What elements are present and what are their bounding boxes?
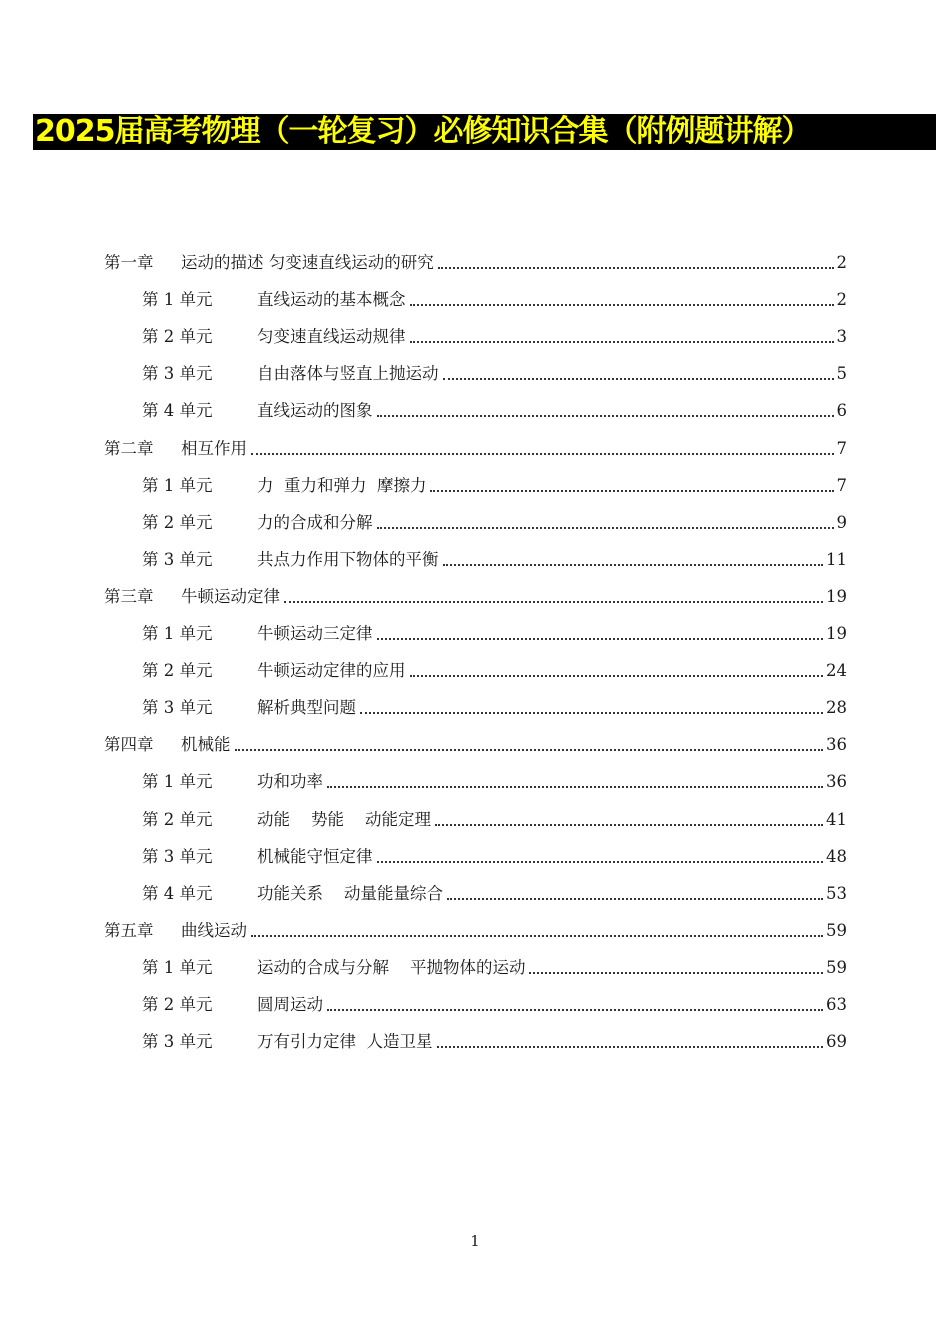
- toc-entry-page: 19: [826, 624, 847, 643]
- toc-unit-entry[interactable]: [142, 471, 847, 497]
- toc-entry-number: 第 3 单元: [142, 698, 213, 718]
- toc-entry-page: 2: [836, 253, 847, 272]
- toc-entry-page: 28: [826, 698, 847, 718]
- toc-dot-leader: [360, 712, 823, 714]
- toc-dot-leader: [377, 527, 834, 529]
- toc-unit-entry[interactable]: [142, 545, 847, 571]
- toc-chapter-entry[interactable]: [104, 582, 847, 608]
- toc-entry-title: 动能 势能 动能定理: [257, 809, 431, 829]
- toc-dot-leader: [251, 935, 823, 937]
- toc-entry-title: 运动的合成与分解 平抛物体的运动: [257, 957, 526, 977]
- toc-entry-page: 69: [826, 1032, 847, 1052]
- document-title: 2025届高考物理（一轮复习）必修知识合集（附例题讲解）: [35, 114, 811, 149]
- toc-entry-page: 7: [836, 475, 847, 495]
- toc-entry-page: 59: [826, 920, 847, 940]
- toc-chapter-entry[interactable]: [104, 730, 847, 756]
- toc-entry-title: 直线运动的图象: [257, 401, 373, 421]
- toc-unit-entry[interactable]: [142, 953, 847, 979]
- toc-entry-number: 第 1 单元: [142, 957, 213, 977]
- document-title-banner: [33, 114, 936, 150]
- toc-entry-page: 24: [826, 661, 847, 681]
- toc-entry-number: 第 1 单元: [142, 624, 213, 643]
- page-number: 1: [470, 1232, 480, 1250]
- toc-entry-title: 万有引力定律 人造卫星: [257, 1032, 433, 1052]
- toc-chapter-entry[interactable]: [104, 248, 847, 274]
- toc-entry-page: 36: [826, 772, 847, 792]
- toc-dot-leader: [447, 898, 823, 900]
- toc-unit-entry[interactable]: [142, 1027, 847, 1053]
- toc-entry-page: 53: [826, 883, 847, 903]
- toc-chapter-entry[interactable]: [104, 916, 847, 942]
- toc-entry-title: 共点力作用下物体的平衡: [257, 549, 439, 569]
- toc-dot-leader: [443, 564, 824, 566]
- toc-entry-page: 36: [826, 735, 847, 755]
- toc-entry-title: 曲线运动: [181, 920, 247, 940]
- toc-entry-title: 机械能: [181, 735, 231, 755]
- toc-entry-title: 圆周运动: [257, 995, 323, 1014]
- toc-unit-entry[interactable]: [142, 767, 847, 793]
- toc-entry-number: 第 4 单元: [142, 883, 213, 903]
- toc-dot-leader: [430, 490, 833, 492]
- toc-unit-entry[interactable]: [142, 508, 847, 534]
- toc-entry-title: 解析典型问题: [257, 698, 356, 718]
- toc-unit-entry[interactable]: [142, 842, 847, 868]
- toc-dot-leader: [327, 1009, 823, 1011]
- toc-entry-page: 3: [836, 327, 847, 347]
- toc-entry-page: 6: [836, 401, 847, 421]
- toc-entry-number: 第五章: [104, 920, 154, 940]
- toc-entry-title: 力 重力和弹力 摩擦力: [257, 475, 427, 495]
- toc-entry-number: 第三章: [104, 586, 154, 606]
- toc-dot-leader: [377, 638, 824, 640]
- toc-dot-leader: [284, 601, 823, 603]
- toc-dot-leader: [529, 972, 823, 974]
- toc-entry-number: 第 2 单元: [142, 995, 213, 1014]
- toc-entry-number: 第 1 单元: [142, 475, 213, 495]
- toc-dot-leader: [410, 304, 834, 306]
- toc-dot-leader: [443, 378, 834, 380]
- toc-entry-number: 第 3 单元: [142, 549, 213, 569]
- toc-entry-number: 第 1 单元: [142, 772, 213, 792]
- toc-entry-number: 第 2 单元: [142, 809, 213, 829]
- toc-unit-entry[interactable]: [142, 879, 847, 905]
- toc-entry-title: 力的合成和分解: [257, 512, 373, 532]
- toc-entry-number: 第 4 单元: [142, 401, 213, 421]
- toc-unit-entry[interactable]: [142, 990, 847, 1016]
- toc-unit-entry[interactable]: [142, 396, 847, 422]
- toc-dot-leader: [435, 824, 823, 826]
- toc-unit-entry[interactable]: [142, 693, 847, 719]
- toc-entry-number: 第 2 单元: [142, 512, 213, 532]
- toc-unit-entry[interactable]: [142, 656, 847, 682]
- toc-entry-page: 19: [826, 586, 847, 606]
- toc-entry-title: 牛顿运动三定律: [257, 624, 373, 643]
- toc-entry-page: 5: [836, 364, 847, 384]
- toc-entry-page: 11: [826, 549, 847, 569]
- toc-entry-title: 牛顿运动定律: [181, 586, 280, 606]
- toc-unit-entry[interactable]: [142, 805, 847, 831]
- toc-dot-leader: [327, 786, 823, 788]
- toc-dot-leader: [377, 415, 834, 417]
- toc-entry-page: 59: [826, 957, 847, 977]
- toc-entry-page: 2: [836, 290, 847, 310]
- toc-entry-title: 运动的描述 匀变速直线运动的研究: [181, 253, 434, 272]
- toc-entry-number: 第 3 单元: [142, 846, 213, 866]
- toc-entry-title: 直线运动的基本概念: [257, 290, 406, 310]
- toc-unit-entry[interactable]: [142, 359, 847, 385]
- toc-dot-leader: [438, 267, 834, 269]
- toc-dot-leader: [235, 749, 824, 751]
- toc-entry-title: 牛顿运动定律的应用: [257, 661, 406, 681]
- toc-unit-entry[interactable]: [142, 619, 847, 645]
- toc-entry-number: 第 1 单元: [142, 290, 213, 310]
- toc-entry-number: 第 2 单元: [142, 661, 213, 681]
- toc-entry-page: 7: [836, 438, 847, 458]
- toc-entry-number: 第二章: [104, 438, 154, 458]
- toc-entry-title: 功能关系 动量能量综合: [257, 883, 443, 903]
- toc-entry-title: 机械能守恒定律: [257, 846, 373, 866]
- toc-unit-entry[interactable]: [142, 322, 847, 348]
- toc-entry-title: 相互作用: [181, 438, 247, 458]
- toc-dot-leader: [410, 341, 834, 343]
- toc-entry-page: 63: [826, 995, 847, 1014]
- toc-entry-number: 第 3 单元: [142, 364, 213, 384]
- toc-entry-number: 第一章: [104, 253, 154, 272]
- toc-entry-title: 自由落体与竖直上抛运动: [257, 364, 439, 384]
- toc-entry-number: 第四章: [104, 735, 154, 755]
- toc-entry-title: 功和功率: [257, 772, 323, 792]
- toc-dot-leader: [410, 675, 824, 677]
- toc-dot-leader: [437, 1046, 824, 1048]
- toc-entry-title: 匀变速直线运动规律: [257, 327, 406, 347]
- toc-dot-leader: [251, 453, 834, 455]
- toc-dot-leader: [377, 861, 824, 863]
- toc-entry-page: 9: [836, 512, 847, 532]
- toc-entry-number: 第 3 单元: [142, 1032, 213, 1052]
- toc-chapter-entry[interactable]: [104, 434, 847, 460]
- toc-unit-entry[interactable]: [142, 285, 847, 311]
- toc-entry-number: 第 2 单元: [142, 327, 213, 347]
- toc-entry-page: 48: [826, 846, 847, 866]
- toc-entry-page: 41: [826, 809, 847, 829]
